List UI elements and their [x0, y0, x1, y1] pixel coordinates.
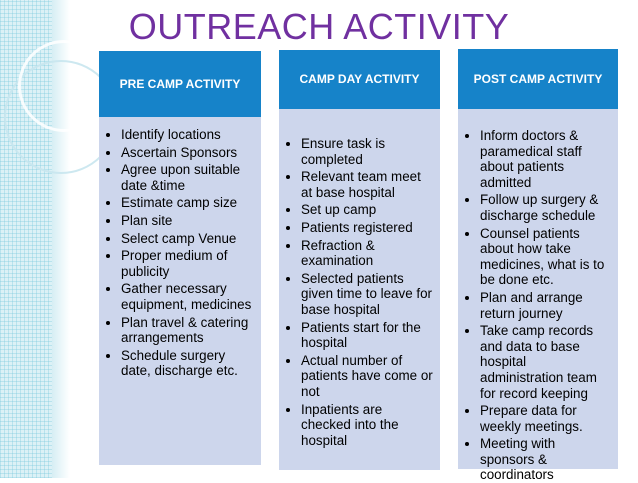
list-item: • Select camp Venue: [121, 231, 255, 247]
column-body-camp-day: [279, 109, 440, 470]
list-item: • Inform doctors & paramedical staff about patients admitted: [480, 128, 612, 190]
column-body-pre-camp: [99, 117, 261, 465]
list-item: • Identify locations: [121, 127, 255, 143]
list-item: • Follow up surgery & discharge schedule: [480, 192, 612, 223]
list-item: • Agree upon suitable date &time: [121, 162, 255, 193]
list-item: • Prepare data for weekly meetings.: [480, 403, 612, 434]
list-item: • Ascertain Sponsors: [121, 145, 255, 161]
column-header-camp-day: CAMP DAY ACTIVITY: [279, 50, 440, 109]
camp-day-list: [283, 136, 434, 448]
list-item: • Actual number of patients have come or not: [301, 353, 434, 400]
list-item: • Set up camp: [301, 202, 434, 218]
slide-title: OUTREACH ACTIVITY: [128, 6, 510, 47]
pre-camp-column: [99, 51, 261, 465]
list-item: • Inpatients are checked into the hospital: [301, 402, 434, 449]
list-item: • Estimate camp size: [121, 195, 255, 211]
column-body-post-camp: [458, 109, 618, 483]
post-camp-column: [458, 49, 618, 483]
list-item: • Plan and arrange return journey: [480, 290, 612, 321]
list-item: • Patients registered: [301, 220, 434, 236]
list-item: • Plan travel & catering arrangements: [121, 315, 255, 346]
list-item: • Counsel patients about how take medicines, what is to be done etc.: [480, 226, 612, 288]
list-item: • Meeting with sponsors & coordinators: [480, 436, 612, 483]
list-item: • Schedule surgery date, discharge etc.: [121, 348, 255, 379]
list-item: • Ensure task is completed: [301, 136, 434, 167]
list-item: • Plan site: [121, 213, 255, 229]
pre-camp-list: [103, 127, 255, 379]
column-header-post-camp: POST CAMP ACTIVITY: [458, 49, 618, 109]
list-item: • Proper medium of publicity: [121, 248, 255, 279]
list-item: • Patients start for the hospital: [301, 320, 434, 351]
list-item: • Selected patients given time to leave for base hospital: [301, 271, 434, 318]
post-camp-list: [462, 128, 612, 483]
list-item: • Relevant team meet at base hospital: [301, 169, 434, 200]
list-item: • Take camp records and data to base hospital administration team for record keeping: [480, 323, 612, 401]
list-item: • Refraction & examination: [301, 238, 434, 269]
camp-day-column: [279, 50, 440, 470]
decorative-circle: [18, 40, 110, 132]
column-header-pre-camp: PRE CAMP ACTIVITY: [99, 51, 261, 117]
list-item: • Gather necessary equipment, medicines: [121, 281, 255, 312]
